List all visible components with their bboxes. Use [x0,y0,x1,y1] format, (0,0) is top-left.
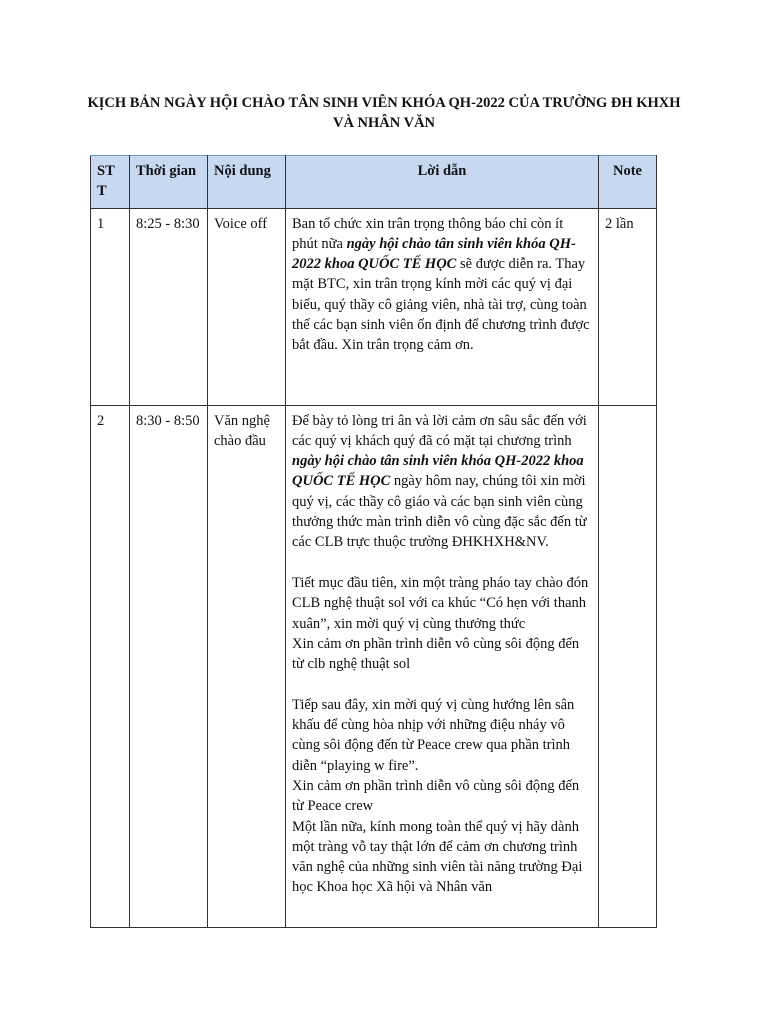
script-text: Ban tổ chức xin trân trọng thông báo chỉ còn ít phút nữa [292,215,564,252]
event-name-emphasis: ngày hội chào tân sinh viên khóa QH-2022 khoa QUỐC TẾ HỌC [292,235,576,273]
row-stt: 1 [91,208,130,405]
table-header-row [91,156,657,209]
header-content: Nội dung [208,156,286,209]
program-script-table [90,155,657,928]
header-time: Thời gian [130,156,208,209]
event-name-emphasis: ngày hội chào tân sinh viên khóa QH-2022 khoa QUỐC TẾ HỌC [292,453,584,490]
row-script [286,208,599,405]
script-paragraph [292,214,592,356]
table-row [91,405,657,927]
script-text: Để bày tỏ lòng tri ân và lời cảm ơn sâu sắc đến với các quý vị khách quý đã có mặt tại chương trình [292,412,587,449]
row-content: Văn nghệ chào đầu [208,405,286,927]
header-note: Note [599,156,657,209]
row-note [599,405,657,927]
script-text: sẽ được diễn ra. Thay mặt BTC, xin trân trọng kính mời các quý vị đại biểu, quý thầy cô giảng viên, nhà tài trợ, cùng toàn thể các bạn sinh viên ổn định để chương trình được bắt đầu. Xin trân trọng cảm ơn. [292,256,590,354]
script-text: ngày hôm nay, chúng tôi xin mời quý vị, các thầy cô giáo và các bạn sinh viên cùng thưởng thức màn trình diễn vô cùng đặc sắc đến từ các CLB trực thuộc trường ĐHKHXH&NV. [292,473,587,551]
script-paragraph: Xin cảm ơn phần trình diễn vô cùng sôi động đến từ Peace crew [292,777,580,815]
table-row [91,208,657,405]
row-stt: 2 [91,405,130,927]
row-time: 8:30 - 8:50 [130,405,208,927]
header-stt: STT [91,156,130,209]
row-script [286,405,599,927]
script-paragraph: Tiết mục đầu tiên, xin một tràng pháo tay chào đón CLB nghệ thuật sol với ca khúc “Có hẹn với thanh xuân”, xin mời quý vị cùng thưởng thức [292,574,589,632]
script-paragraph: Xin cảm ơn phần trình diễn vô cùng sôi động đến từ clb nghệ thuật sol [292,635,580,673]
script-paragraph [292,411,592,553]
script-paragraph: Một lần nữa, kính mong toàn thể quý vị hãy dành một tràng vỗ tay thật lớn để cảm ơn chương trình văn nghệ của những sinh viên tài năng trường Đại học Khoa học Xã hội và Nhân văn [292,818,583,896]
header-script: Lời dẫn [286,156,599,209]
row-note: 2 lần [599,208,657,405]
row-content: Voice off [208,208,286,405]
script-paragraph: Tiếp sau đây, xin mời quý vị cùng hướng lên sân khấu để cùng hòa nhịp với những điệu nháy vô cùng sôi động đến từ Peace crew qua phần trình diễn “playing w fire”. [292,696,575,774]
document-title: KỊCH BẢN NGÀY HỘI CHÀO TÂN SINH VIÊN KHÓA QH-2022 CỦA TRƯỜNG ĐH KHXH VÀ NHÂN VĂN [87,95,681,131]
row-time: 8:25 - 8:30 [130,208,208,405]
